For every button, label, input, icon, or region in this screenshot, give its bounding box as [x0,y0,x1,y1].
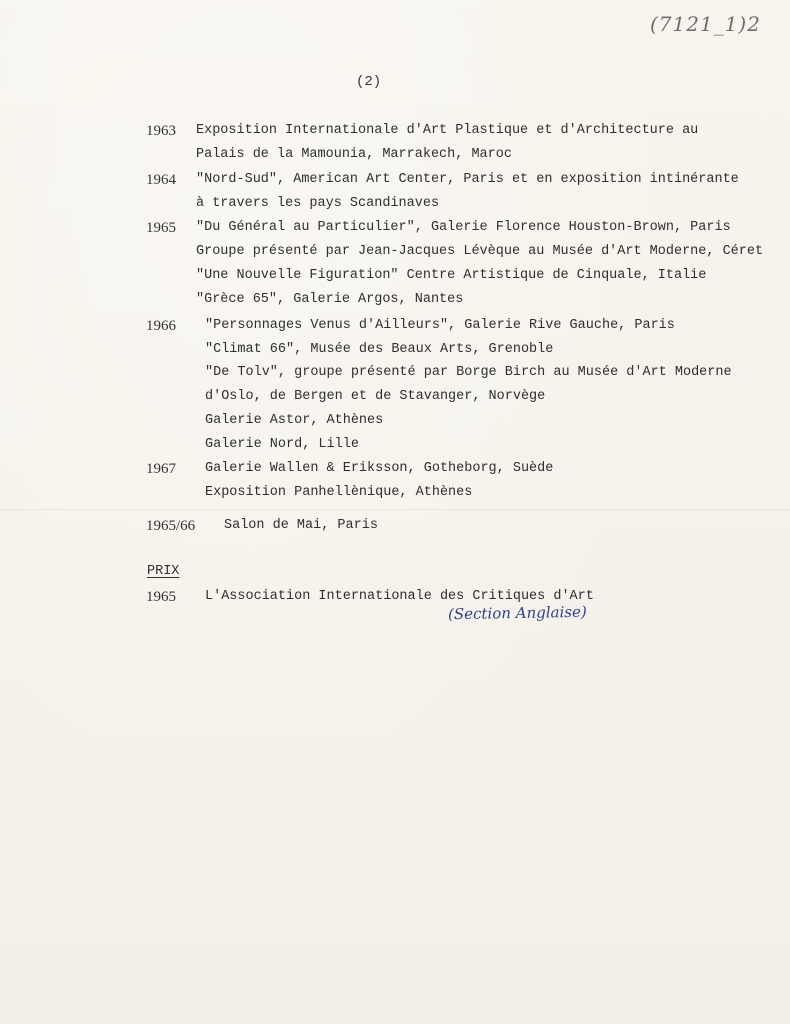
exhibition-line: Galerie Wallen & Eriksson, Gotheborg, Suède [205,461,554,476]
exhibition-line: Exposition Internationale d'Art Plastique et d'Architecture au [196,123,699,138]
exhibition-line: d'Oslo, de Bergen et de Stavanger, Norvège [205,389,546,404]
exhibition-line: "Une Nouvelle Figuration" Centre Artistique de Cinquale, Italie [196,268,707,283]
year-1965-66: 1965/66 [146,518,196,534]
prix-text: L'Association Internationale des Critiques d'Art [205,589,594,604]
page-number: (2) [356,74,382,90]
year-1967: 1967 [146,461,176,477]
year-1964: 1964 [146,172,176,188]
exhibition-line: "Nord-Sud", American Art Center, Paris et en exposition intinérante [196,172,739,187]
exhibition-line: "Grèce 65", Galerie Argos, Nantes [196,292,464,307]
year-1966: 1966 [146,318,176,334]
year-1963: 1963 [146,123,176,139]
prix-heading: PRIX [147,564,180,579]
exhibition-line: "Climat 66", Musée des Beaux Arts, Grenoble [205,342,554,357]
exhibition-line: Galerie Astor, Athènes [205,413,384,428]
exhibition-line: Salon de Mai, Paris [224,518,378,533]
year-1965: 1965 [146,220,176,236]
exhibition-line: "De Tolv", groupe présenté par Borge Birch au Musée d'Art Moderne [205,365,732,380]
prix-year: 1965 [146,589,176,605]
exhibition-line: "Personnages Venus d'Ailleurs", Galerie Rive Gauche, Paris [205,318,675,333]
archive-reference: (7121_1)2 [650,12,761,36]
handwritten-note: (Section Anglaise) [447,602,587,624]
exhibition-line: Groupe présenté par Jean-Jacques Lévèque au Musée d'Art Moderne, Céret [196,244,764,259]
exhibition-line: Exposition Panhellènique, Athènes [205,485,473,500]
exhibition-line: Palais de la Mamounia, Marrakech, Maroc [196,147,512,162]
exhibition-line: "Du Général au Particulier", Galerie Florence Houston-Brown, Paris [196,220,731,235]
paper-fold-line [0,509,790,510]
exhibition-line: Galerie Nord, Lille [205,437,359,452]
exhibition-line: à travers les pays Scandinaves [196,196,440,211]
